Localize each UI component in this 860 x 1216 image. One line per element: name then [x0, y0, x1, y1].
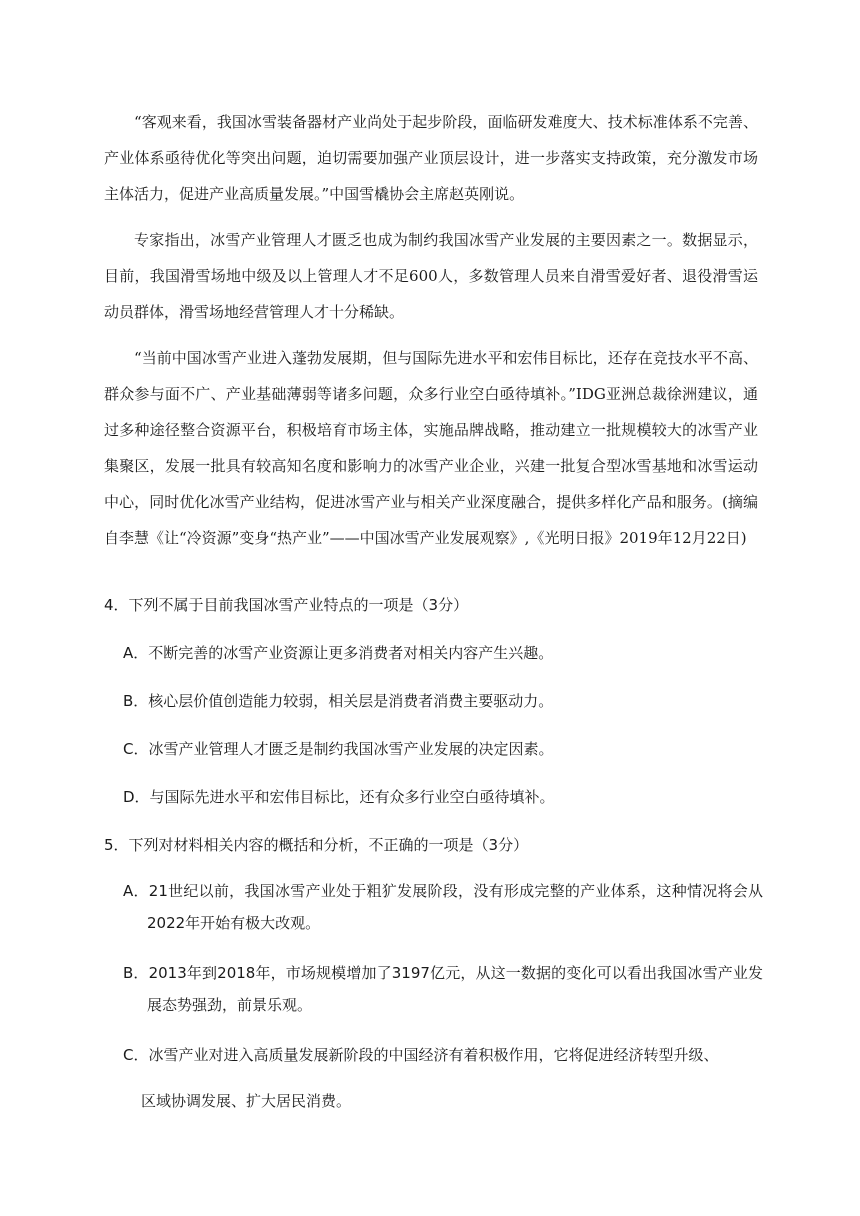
passage-paragraph-3: “当前中国冰雪产业进入蓬勃发展期，但与国际先进水平和宏伟目标比，还存在竞技水平不高、群众参与面不广、产业基础薄弱等诸多问题，众多行业空白亟待填补。”IDG亚洲总裁徐洲建议，通过多种途径整合资源平台，积极培育市场主体，实施品牌战略，推动建立一批规模较大的冰雪产业集聚区，发展一批具有较高知名度和影响力的冰雪产业企业，兴建一批复合型冰雪基地和冰雪运动中心，同时优化冰雪产业结构，促进冰雪产业与相关产业深度融合，提供多样化产品和服务。(摘编自李慧《让“冷资源”变身“热产业”——中国冰雪产业发展观察》,《光明日报》2019年12月22日) — [104, 349, 758, 547]
question-5-option-b-line-1: B．2013年到2018年，市场规模增加了3197亿元，从这一数据的变化可以看出我国冰雪产业发 — [123, 964, 763, 982]
question-4-option-d: D．与国际先进水平和宏伟目标比，还有众多行业空白亟待填补。 — [123, 788, 555, 806]
question-5-option-a — [123, 879, 763, 935]
question-4-option-a: A．不断完善的冰雪产业资源让更多消费者对相关内容产生兴趣。 — [123, 644, 554, 662]
question-5-option-c-line-2: 区域协调发展、扩大居民消费。 — [141, 1092, 352, 1110]
question-5-stem: 5．下列对材料相关内容的概括和分析，不正确的一项是（3分） — [104, 836, 529, 854]
question-4-stem: 4．下列不属于目前我国冰雪产业特点的一项是（3分） — [104, 596, 469, 614]
passage-paragraph-2: 专家指出，冰雪产业管理人才匮乏也成为制约我国冰雪产业发展的主要因素之一。数据显示，目前，我国滑雪场地中级及以上管理人才不足600人，多数管理人员来自滑雪爱好者、退役滑雪运动员群体，滑雪场地经营管理人才十分稀缺。 — [104, 231, 758, 321]
question-5-option-c-line-1: C．冰雪产业对进入高质量发展新阶段的中国经济有着积极作用，它将促进经济转型升级、 — [123, 1046, 719, 1064]
question-5-option-a-line-1: A．21世纪以前，我国冰雪产业处于粗犷发展阶段，没有形成完整的产业体系，这种情况将会从 — [123, 882, 763, 900]
question-5-option-b — [123, 961, 763, 1017]
question-5-option-c — [123, 1043, 723, 1113]
question-4-option-c: C．冰雪产业管理人才匮乏是制约我国冰雪产业发展的决定因素。 — [123, 740, 554, 758]
question-5-option-b-line-2: 展态势强劲，前景乐观。 — [147, 996, 313, 1014]
question-5-option-a-line-2: 2022年开始有极大改观。 — [147, 914, 321, 932]
question-4-option-b: B．核心层价值创造能力较弱，相关层是消费者消费主要驱动力。 — [123, 692, 554, 710]
passage-paragraph-1: “客观来看，我国冰雪装备器材产业尚处于起步阶段，面临研发难度大、技术标准体系不完善、产业体系亟待优化等突出问题，迫切需要加强产业顶层设计，进一步落实支持政策，充分激发市场主体活力，促进产业高质量发展。”中国雪橇协会主席赵英刚说。 — [104, 113, 758, 203]
